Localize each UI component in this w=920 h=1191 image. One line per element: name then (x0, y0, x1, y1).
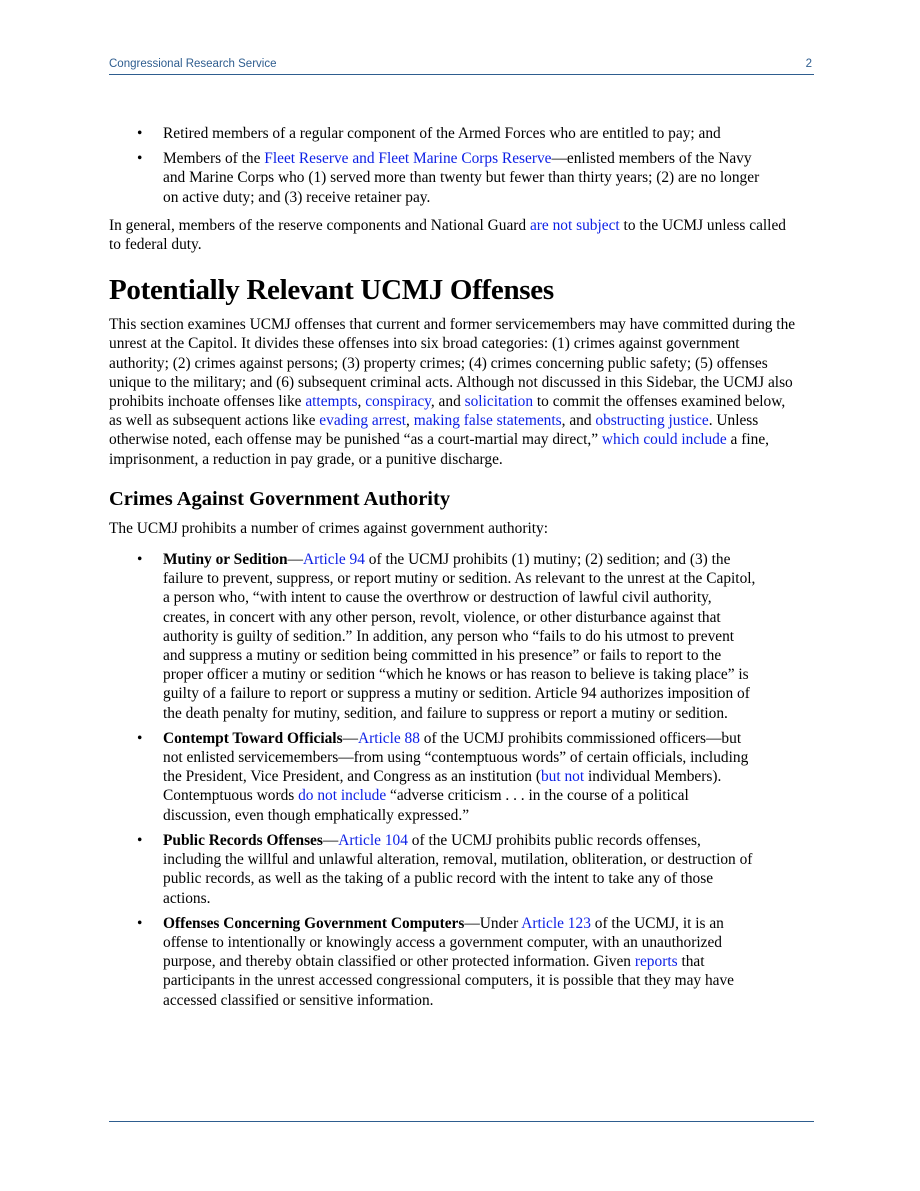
offenses-list (109, 550, 759, 1010)
not-subject-link[interactable]: are not subject (529, 216, 620, 234)
list-item (109, 124, 753, 143)
offense-body: of the UCMJ prohibits (1) mutiny; (2) sedition; and (3) the failure to prevent, suppress, or report mutiny or sedition. As relevant to the unrest at the Capitol, a person who, “with intent to cause the overthrow or destruction of lawful civil authority, creates, in concert with any other person, revolt, violence, or other disturbance against that authority is guilty of sedition.” In addition, any person who “fails to do his utmost to prevent and suppress a mutiny or sedition being committed in his presence” or fails to report to the proper officer a mutiny or sedition “which he knows or has reason to believe is taking place” is guilty of a failure to report or suppress a mutiny or sedition. Article 94 authorizes imposition of the death penalty for mutiny, sedition, and failure to suppress or report a mutiny or sedition. (163, 551, 756, 722)
but-not-link[interactable]: but not (540, 768, 585, 786)
bullet-icon: • (137, 150, 143, 168)
bullet-icon: • (137, 125, 143, 142)
paragraph-text: to the UCMJ unless called to federal duty. (109, 216, 786, 254)
fleet-reserve-link[interactable]: Fleet Reserve and Fleet Marine Corps Reserve (264, 150, 552, 168)
could-include-link[interactable]: which could include (601, 431, 727, 449)
document-body (109, 124, 799, 1016)
eligibility-list (109, 124, 760, 207)
attempts-link[interactable]: attempts (305, 393, 358, 411)
paragraph-text: , and (561, 412, 596, 430)
paragraph-text: . Unless otherwise noted, each offense may be punished “as a court-martial may direct,” (109, 412, 759, 449)
subsection-heading: Crimes Against Government Authority (109, 487, 451, 510)
list-item (109, 914, 759, 1010)
bullet-icon: • (137, 551, 143, 569)
evading-arrest-link[interactable]: evading arrest (319, 412, 407, 430)
section-heading: Potentially Relevant UCMJ Offenses (109, 274, 554, 307)
dash: — (322, 831, 339, 849)
reports-link[interactable]: reports (634, 953, 678, 971)
list-item-text: Members of the (163, 150, 265, 168)
offense-body: of the UCMJ, it is an offense to intentionally or knowingly access a government computer, with an unauthorized purpose, and thereby obtain classified or other protected information. Given (163, 914, 724, 971)
offense-body: that participants in the unrest accessed congressional computers, it is possible that they may have accessed classified or sensitive information. (163, 953, 735, 1009)
list-item-text: —enlisted members of the Navy and Marine Corps who (1) served more than twenty but fewer than thirty years; (2) are no longer on active duty; and (3) receive retainer pay. (163, 150, 760, 206)
bullet-icon: • (137, 729, 143, 747)
paragraph-text: to commit the offenses examined below, as well as subsequent actions like (109, 393, 786, 430)
list-item (109, 149, 763, 207)
page-header (109, 56, 814, 75)
offense-body: of the UCMJ prohibits public records offenses, including the willful and unlawful alteration, removal, mutilation, obliteration, or destruction of public records, as well as the taking of a public record with the intent to take any of those actions. (163, 831, 753, 907)
article-104-link[interactable]: Article 104 (338, 831, 408, 849)
intro-paragraph (109, 315, 799, 469)
paragraph-text: , (406, 412, 414, 430)
dash: — (287, 551, 303, 569)
page-number: 2 (805, 58, 812, 70)
paragraph-text: , (357, 393, 366, 411)
offense-title: Public Records Offenses (163, 831, 323, 849)
conspiracy-link[interactable]: conspiracy (365, 393, 431, 411)
offense-body: of the UCMJ prohibits commissioned officers—but not enlisted servicemembers—from using “contemptuous words” of certain officials, including the President, Vice President, and Congress as an institution ( (163, 729, 749, 786)
article-123-link[interactable]: Article 123 (521, 914, 591, 932)
do-not-include-link[interactable]: do not include (298, 787, 387, 805)
paragraph-text: , and (430, 393, 465, 411)
offense-title: Offenses Concerning Government Computers (163, 914, 465, 932)
header-title: Congressional Research Service (109, 58, 277, 70)
list-item-text: Retired members of a regular component of the Armed Forces who are entitled to pay; and (163, 125, 721, 142)
bullet-icon: • (137, 914, 143, 932)
offense-title: Mutiny or Sedition (163, 551, 288, 569)
list-item (109, 550, 759, 723)
list-item (109, 831, 759, 908)
article-88-link[interactable]: Article 88 (357, 729, 420, 747)
offense-body: individual Members). Contemptuous words (163, 768, 722, 805)
paragraph-text: In general, members of the reserve components and National Guard (109, 216, 530, 234)
subsection-intro: The UCMJ prohibits a number of crimes against government authority: (109, 519, 548, 537)
dash: — (342, 729, 358, 747)
list-item (109, 729, 759, 825)
offense-title: Contempt Toward Officials (163, 729, 343, 747)
reserve-paragraph (109, 216, 799, 254)
solicitation-link[interactable]: solicitation (464, 393, 534, 411)
footer-rule (109, 1121, 814, 1122)
dash: —Under (464, 914, 522, 932)
obstructing-justice-link[interactable]: obstructing justice (595, 412, 709, 430)
false-statements-link[interactable]: making false statements (413, 412, 562, 430)
offense-body: “adverse criticism . . . in the course of a political discussion, even though emphatically expressed.” (163, 787, 689, 824)
paragraph-text: This section examines UCMJ offenses that current and former servicemembers may have committed during the unrest at the Capitol. It divides these offenses into six broad categories: (1) crimes against government authority; (2) crimes against persons; (3) property crimes; (4) crimes concerning public safety; (5) offenses unique to the military; and (6) subsequent criminal acts. Although not discussed in this Sidebar, the UCMJ also prohibits inchoate offenses like (109, 316, 796, 411)
paragraph-text: a fine, imprisonment, a reduction in pay grade, or a punitive discharge. (109, 431, 770, 468)
article-94-link[interactable]: Article 94 (302, 551, 365, 569)
bullet-icon: • (137, 831, 143, 849)
